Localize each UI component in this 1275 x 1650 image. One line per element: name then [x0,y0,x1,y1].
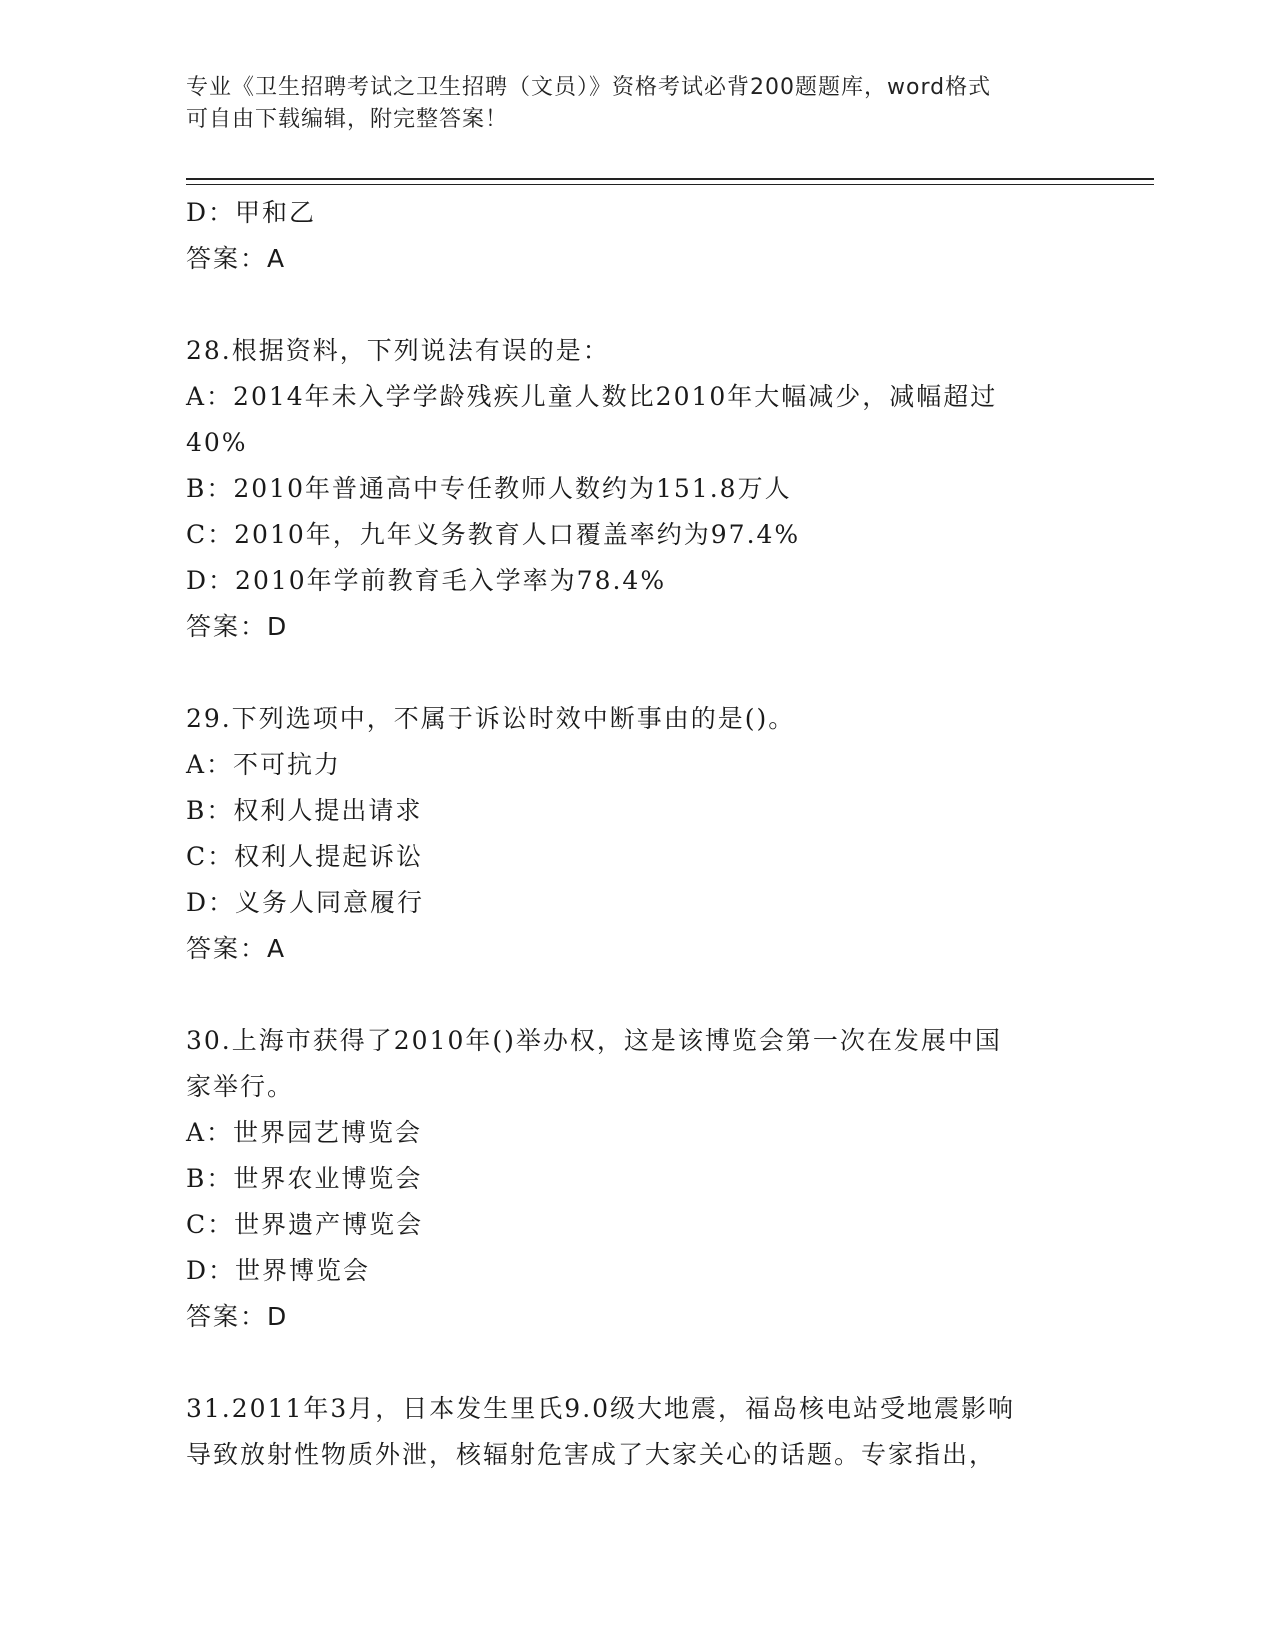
question-text-continued: 导致放射性物质外泄，核辐射危害成了大家关心的话题。专家指出， [186,1440,997,1469]
option-b: B：世界农业博览会 [186,1164,423,1193]
answer-label: 答案：D [186,612,289,641]
question-list [186,190,1086,1478]
answer-label: 答案：D [186,1302,289,1331]
question-text: 29.下列选项中，不属于诉讼时效中断事由的是()。 [186,704,796,733]
option-a: A：2014年未入学学龄残疾儿童人数比2010年大幅减少，减幅超过 [186,382,998,411]
answer-label: 答案：A [186,244,287,273]
answer-label: 答案：A [186,934,287,963]
option-b: B：2010年普通高中专任教师人数约为151.8万人 [186,474,792,503]
option-d: D：2010年学前教育毛入学率为78.4% [186,566,667,595]
question-text: 31.2011年3月，日本发生里氏9.0级大地震，福岛核电站受地震影响 [186,1394,1016,1423]
option-b: B：权利人提出请求 [186,796,423,825]
option-d: D：世界博览会 [186,1256,371,1285]
option-c: C：2010年，九年义务教育人口覆盖率约为97.4% [186,520,801,549]
option-a: A：不可抗力 [186,750,342,779]
question-text: 28.根据资料，下列说法有误的是： [186,336,610,365]
option-c: C：权利人提起诉讼 [186,842,424,871]
option-a-continued: 40% [186,428,248,457]
header-line-1: 专业《卫生招聘考试之卫生招聘（文员）》资格考试必背200题题库，word格式 [186,75,992,100]
option-d: D：义务人同意履行 [186,888,425,917]
header-line-2: 可自由下载编辑，附完整答案！ [186,107,509,132]
option-a: A：世界园艺博览会 [186,1118,423,1147]
header-divider [186,178,1154,180]
option-d: D：甲和乙 [186,198,317,227]
header-divider-thin [186,184,1154,185]
question-text-continued: 家举行。 [186,1072,295,1101]
option-c: C：世界遗产博览会 [186,1210,424,1239]
document-header [186,72,1086,136]
question-text: 30.上海市获得了2010年()举办权，这是该博览会第一次在发展中国 [186,1026,1002,1055]
